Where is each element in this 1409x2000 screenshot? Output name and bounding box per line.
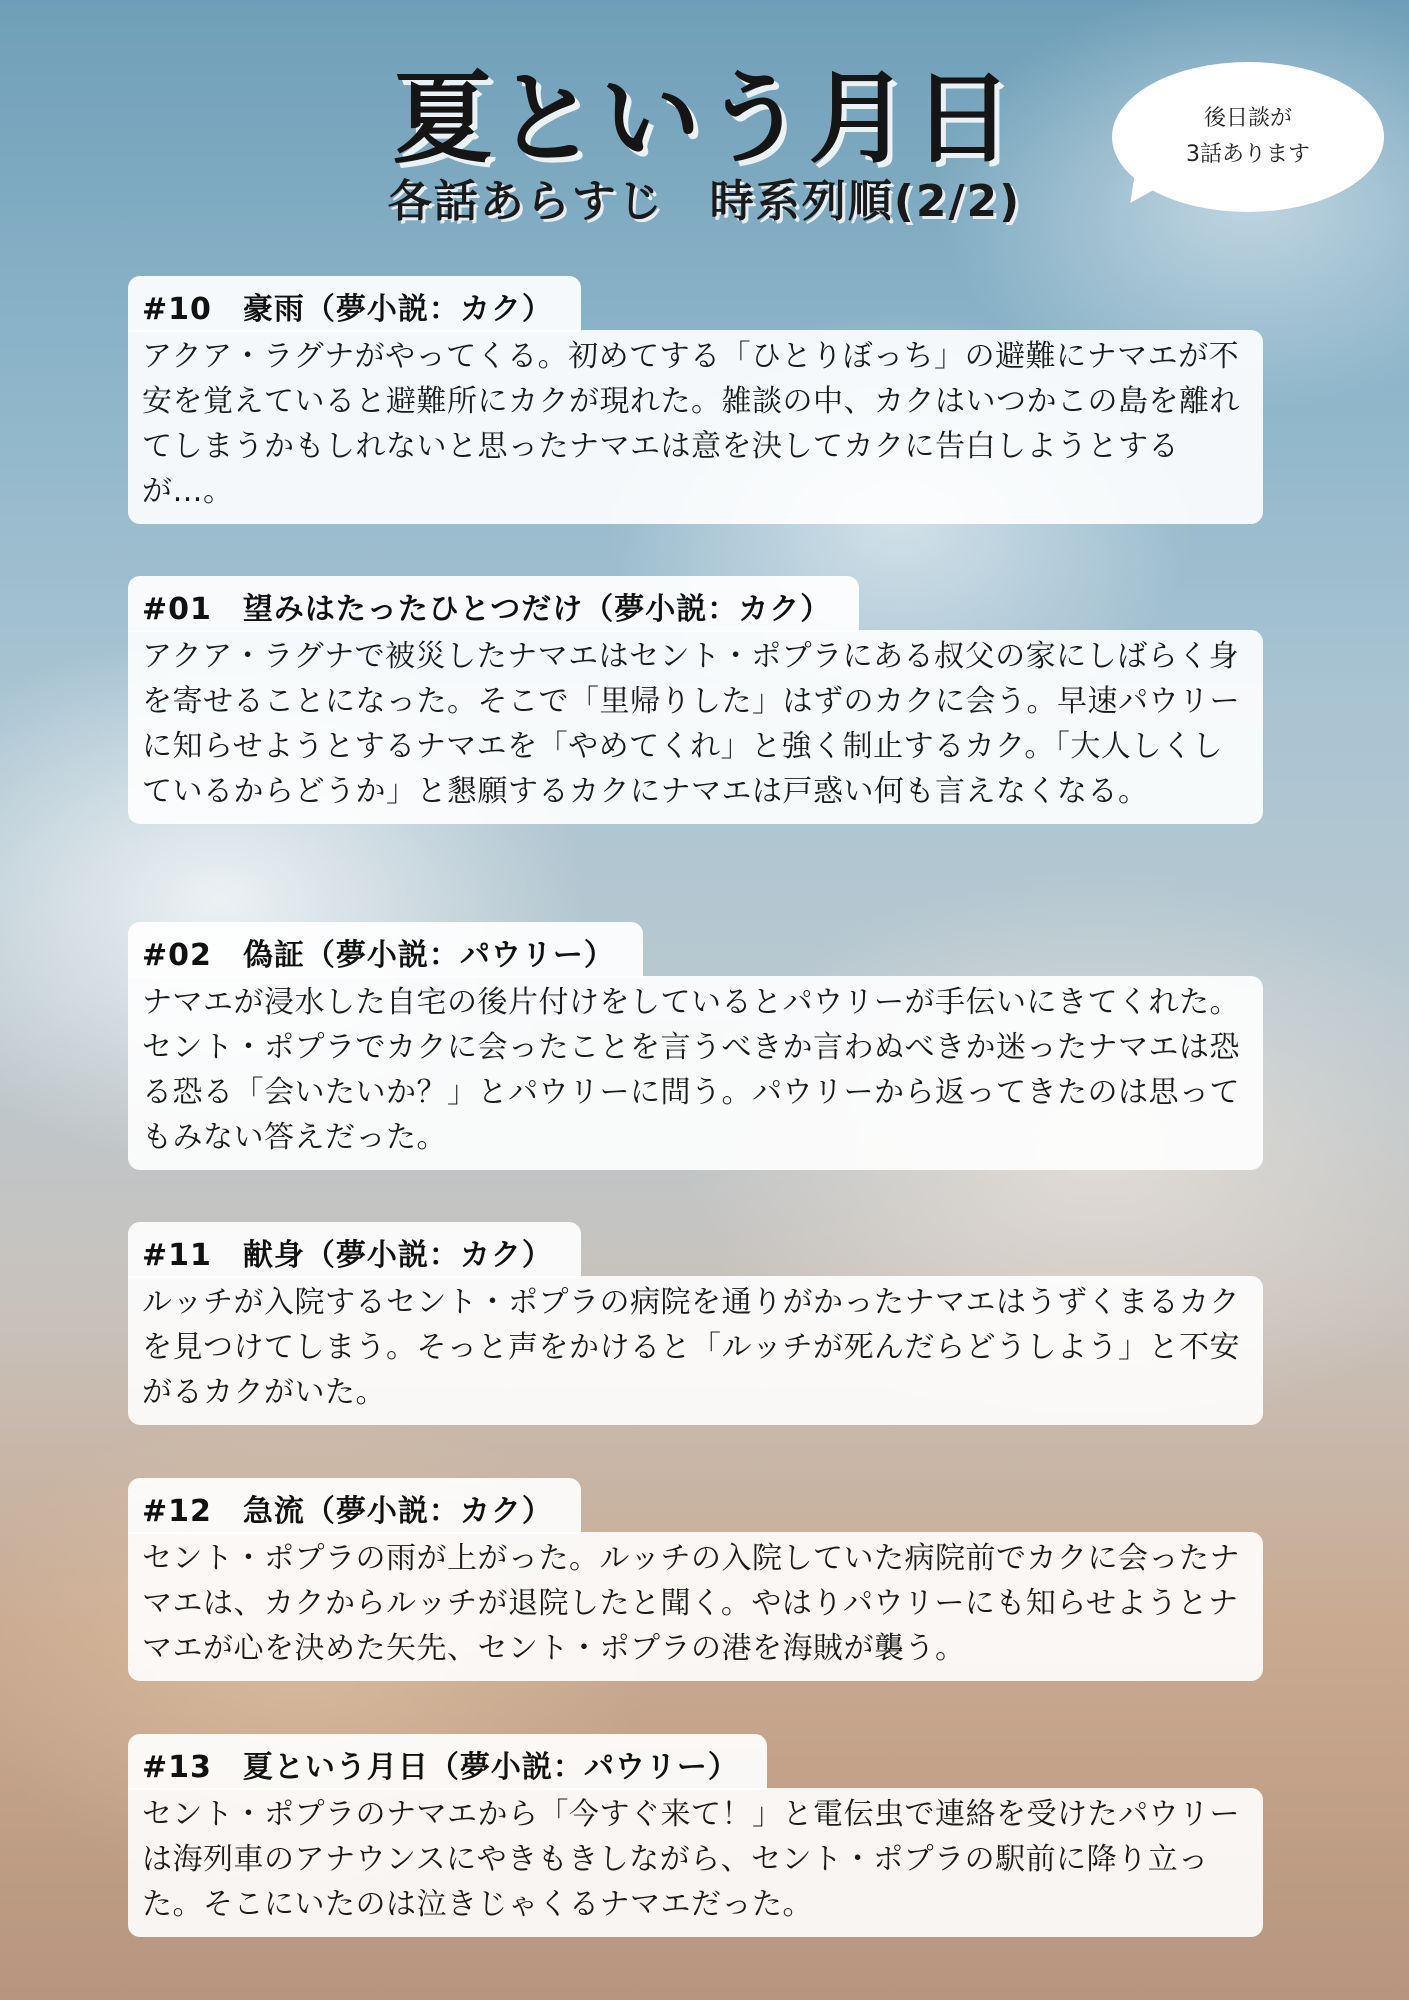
speech-bubble-line-2: 3話あります xyxy=(1186,142,1310,167)
episode-heading: #02 偽証（夢小説：パウリー） xyxy=(128,922,643,978)
episode-heading: #13 夏という月日（夢小説：パウリー） xyxy=(128,1734,767,1790)
episode-synopsis: ナマエが浸水した自宅の後片付けをしているとパウリーが手伝いにきてくれた。セント・ポプラでカクに会ったことを言うべきか言わぬべきか迷ったナマエは恐る恐る「会いたいか？」とパウリーに問う。パウリーから返ってきたのは思ってもみない答えだった。 xyxy=(128,976,1263,1170)
speech-bubble-line-1: 後日談が xyxy=(1203,106,1292,131)
episode-heading: #01 望みはたったひとつだけ（夢小説：カク） xyxy=(128,576,859,632)
episode-11 xyxy=(128,1222,1263,1425)
episode-13 xyxy=(128,1734,1263,1937)
episode-heading: #10 豪雨（夢小説：カク） xyxy=(128,276,581,332)
speech-bubble xyxy=(1112,62,1384,212)
episode-heading: #11 献身（夢小説：カク） xyxy=(128,1222,581,1278)
episode-12 xyxy=(128,1478,1263,1681)
episode-heading: #12 急流（夢小説：カク） xyxy=(128,1478,581,1534)
speech-bubble-text xyxy=(1148,101,1348,173)
episode-synopsis: アクア・ラグナで被災したナマエはセント・ポプラにある叔父の家にしばらく身を寄せることになった。そこで「里帰りした」はずのカクに会う。早速パウリーに知らせようとするナマエを「やめてくれ」と強く制止するカク。「大人しくしているからどうか」と懇願するカクにナマエは戸惑い何も言えなくなる。 xyxy=(128,630,1263,824)
episode-10 xyxy=(128,276,1263,524)
page-subtitle: 各話あらすじ 時系列順(2/2) xyxy=(387,176,1022,227)
episode-02 xyxy=(128,922,1263,1170)
episode-synopsis: ルッチが入院するセント・ポプラの病院を通りがかったナマエはうずくまるカクを見つけてしまう。そっと声をかけると「ルッチが死んだらどうしよう」と不安がるカクがいた。 xyxy=(128,1276,1263,1425)
page-title: 夏という月日 xyxy=(392,59,1017,177)
episode-synopsis: セント・ポプラの雨が上がった。ルッチの入院していた病院前でカクに会ったナマエは、カクからルッチが退院したと聞く。やはりパウリーにも知らせようとナマエが心を決めた矢先、セント・ポプラの港を海賊が襲う。 xyxy=(128,1532,1263,1681)
episode-synopsis: アクア・ラグナがやってくる。初めてする「ひとりぼっち」の避難にナマエが不安を覚えていると避難所にカクが現れた。雑談の中、カクはいつかこの島を離れてしまうかもしれないと思ったナマエは意を決してカクに告白しようとするが…。 xyxy=(128,330,1263,524)
episode-01 xyxy=(128,576,1263,824)
episode-synopsis: セント・ポプラのナマエから「今すぐ来て！」と電伝虫で連絡を受けたパウリーは海列車のアナウンスにやきもきしながら、セント・ポプラの駅前に降り立った。そこにいたのは泣きじゃくるナマエだった。 xyxy=(128,1788,1263,1937)
